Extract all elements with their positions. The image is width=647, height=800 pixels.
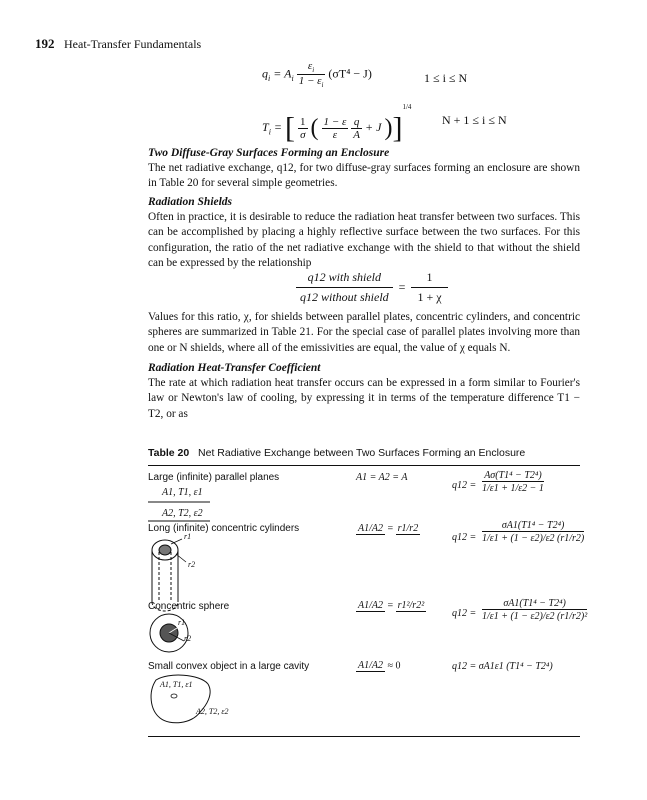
diagram-label-plane-2: A2, T2, ε2 xyxy=(162,508,203,519)
equation-shield-ratio: $\frac{\text{q12 with shield}}{\text{q12 without shield}}$ = $\frac{1}{1 + \chi}$ xyxy=(296,270,448,305)
equation-ti: $T_i$ = [ $\frac{1}{\sigma}$ ( $\frac{1 - \varepsilon}{\varepsilon}$ $\frac{q}{A}$ + J )]$^{1/4}$ xyxy=(262,103,412,145)
q-lhs-parallel-planes: q12 = xyxy=(452,480,477,491)
diagram-label-r2-cyl: r2 xyxy=(188,560,196,569)
area-relation-parallel-planes: A1 = A2 = A xyxy=(356,472,408,483)
heading-two-surfaces: Two Diffuse-Gray Surfaces Forming an Enclosure xyxy=(148,147,390,159)
page-number: 192 xyxy=(35,36,55,51)
area-relation-cylinders: A1/A2 = r1/r2 xyxy=(358,523,419,535)
para-heat-transfer-coefficient: The rate at which radiation heat transfer occurs can be expressed in a form similar to Fourier's law or Newton's law of cooling, by expressing it in terms of the temperature difference T1 − T2, or as xyxy=(148,377,580,420)
diagram-label-r2-sphere: r2 xyxy=(184,634,192,643)
row-label-convex-object: Small convex object in a large cavity xyxy=(148,661,310,672)
diagram-label-cavity: A2, T2, ε2 xyxy=(196,707,229,716)
running-title: Heat-Transfer Fundamentals xyxy=(64,37,202,51)
q-formula-parallel-planes: Aσ(T1⁴ − T2⁴) 1/ε1 + 1/ε2 − 1 xyxy=(482,470,544,494)
row-label-concentric-sphere: Concentric sphere xyxy=(148,601,230,612)
diagram-label-r1-sphere: r1 xyxy=(178,618,186,627)
diagram-label-r1-cyl: r1 xyxy=(184,532,192,541)
para-two-surfaces: The net radiative exchange, q12, for two diffuse-gray surfaces forming an enclosure are shown in Table 20 for several simple geometries. xyxy=(148,162,580,190)
area-relation-sphere: A1/A2 = r1²/r2² xyxy=(358,600,425,612)
q-formula-cylinders: σA1(T1⁴ − T2⁴) 1/ε1 + (1 − ε2)/ε2 (r1/r2) xyxy=(482,520,585,544)
table-top-rule xyxy=(148,465,580,466)
diagram-label-plane-1: A1, T1, ε1 xyxy=(162,487,203,498)
equation-qi-range: 1 ≤ i ≤ N xyxy=(424,71,468,85)
q-formula-sphere: σA1(T1⁴ − T2⁴) 1/ε1 + (1 − ε2)/ε2 (r1/r2)² xyxy=(482,598,588,622)
equation-ti-range: N + 1 ≤ i ≤ N xyxy=(442,113,507,127)
heading-heat-transfer-coefficient: Radiation Heat-Transfer Coefficient xyxy=(148,362,321,374)
diagram-label-object: A1, T1, ε1 xyxy=(160,680,193,689)
para-radiation-shields: Often in practice, it is desirable to reduce the radiation heat transfer between two surfaces. This can be accomplished by placing a highly reflective surface between the two surfaces. For this configuration, the ratio of the net radiative exchange with the shield to that without the shield can be expressed by the relationship xyxy=(148,211,580,270)
area-relation-convex-object: A1/A2 ≈ 0 xyxy=(358,660,401,672)
heading-radiation-shields: Radiation Shields xyxy=(148,196,233,208)
q-lhs-sphere: q12 = xyxy=(452,608,477,619)
table-bottom-rule xyxy=(148,736,580,737)
q-formula-convex-object: q12 = σA1ε1 (T1⁴ − T2⁴) xyxy=(452,661,553,672)
table-caption: Table 20 Net Radiative Exchange between Two Surfaces Forming an Enclosure xyxy=(148,447,526,459)
row-label-parallel-planes: Large (infinite) parallel planes xyxy=(148,472,280,483)
equation-qi: $q_i = A_i$ $\frac{\varepsilon_i}{1 - \varepsilon_i}$ (σT⁴ − J) xyxy=(262,60,372,90)
q-lhs-cylinders: q12 = xyxy=(452,532,477,543)
para-shield-values: Values for this ratio, χ, for shields between parallel plates, concentric cylinders, and concentric spheres are summarized in Table 21. For the special case of parallel plates involving more than one or N shields, where all of the emissivities are equal, the value of χ equals N. xyxy=(148,311,580,354)
row-label-concentric-cylinders: Long (infinite) concentric cylinders xyxy=(148,523,300,534)
